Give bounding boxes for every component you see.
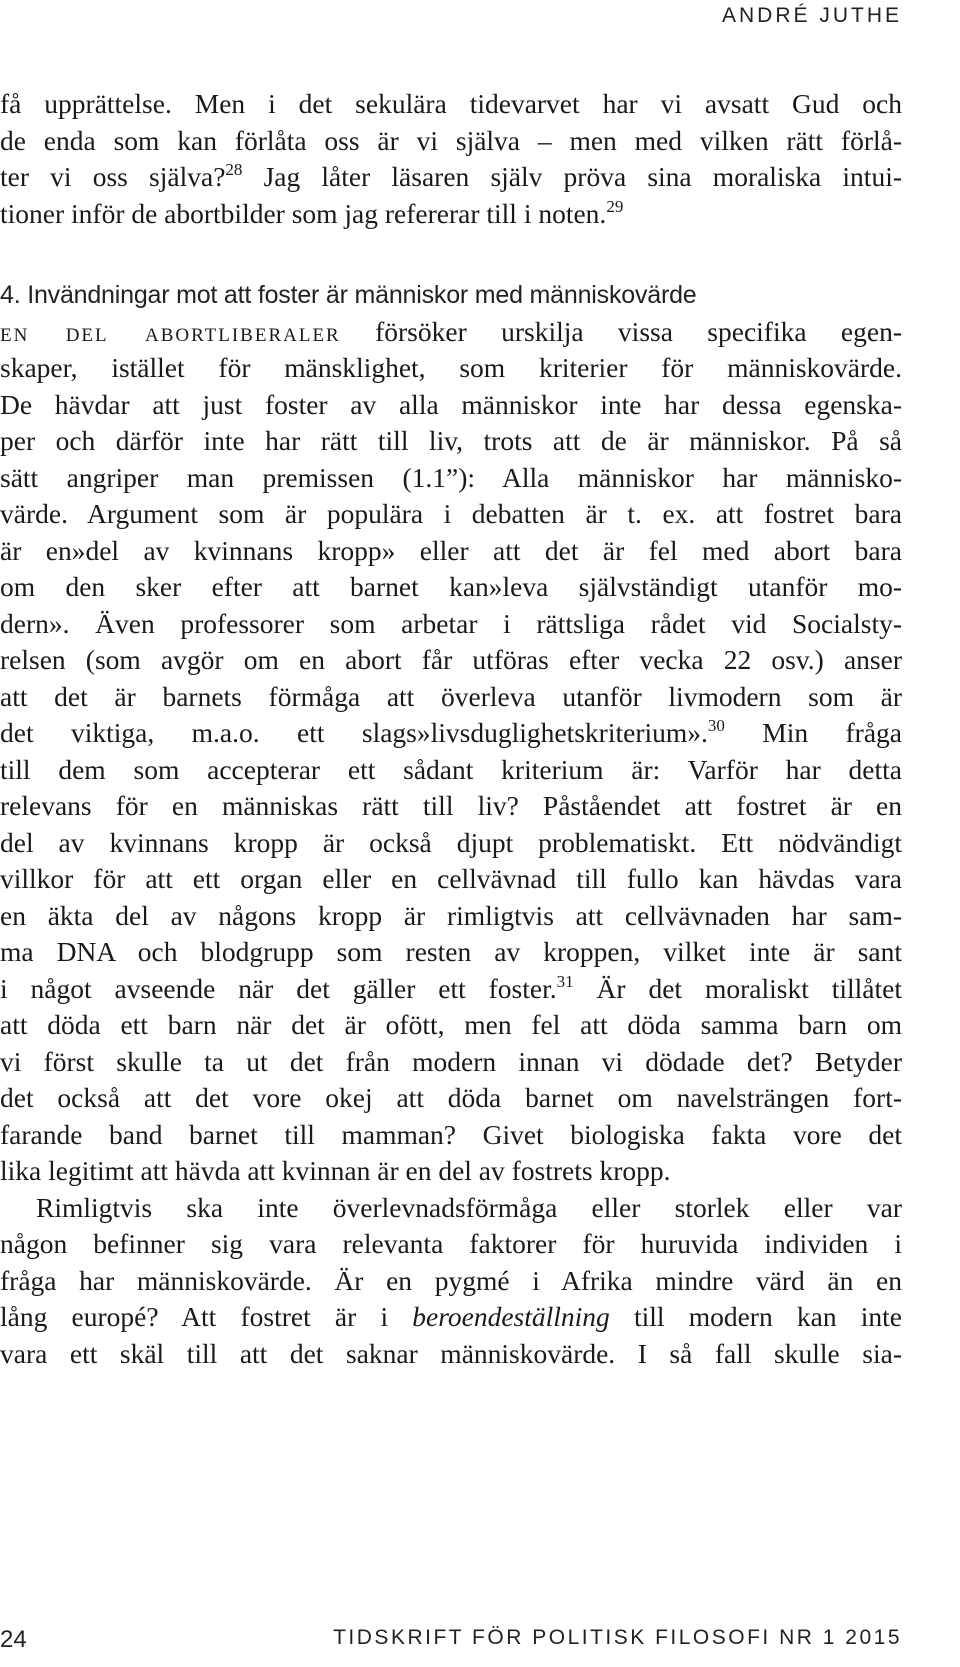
text-line: att det är barnets förmåga att överleva utanför livmodern som är: [0, 680, 902, 712]
text-fragment: Min fråga: [724, 717, 902, 748]
text-line: vi först skulle ta ut det från modern innan vi dödade det? Betyder: [0, 1045, 902, 1077]
text-fragment: ter vi oss själva?: [0, 161, 226, 192]
text-fragment: lång europé? Att fostret är i: [0, 1301, 413, 1332]
text-line: de enda som kan förlåta oss är vi själva – men med vilken rätt förlå-: [0, 124, 902, 156]
text-line: sätt angriper man premissen (1.1”): Alla människor har människo-: [0, 461, 902, 493]
text-line: [0, 314, 902, 351]
footnote-ref-31[interactable]: 31: [556, 971, 574, 991]
section-heading: 4. Invändningar mot att foster är människor med människovärde: [0, 281, 697, 309]
text-line: villkor för att ett organ eller en cellvävnad till fullo kan hävdas vara: [0, 863, 902, 894]
section-4: [0, 277, 902, 1190]
text-line: relsen (som avgör om en abort får utföras efter vecka 22 osv.) anser: [0, 644, 902, 675]
text-line: fråga har människovärde. Är en pygmé i Afrika mindre värd än en: [0, 1264, 902, 1296]
text-fragment: Jag låter läsaren själv pröva sina moraliska intui-: [242, 161, 902, 192]
journal-title: TIDSKRIFT FÖR POLITISK FILOSOFI NR 1 2015: [333, 1626, 902, 1649]
footnote-ref-29[interactable]: 29: [606, 196, 624, 216]
text-line: ma DNA och blodgrupp som resten av kroppen, vilket inte är sant: [0, 936, 902, 967]
paragraph-intro: [0, 86, 902, 232]
page-number: 24: [0, 1626, 27, 1653]
text-line: per och därför inte har rätt till liv, trots att de är människor. På så: [0, 425, 902, 456]
text-line: farande band barnet till mamman? Givet biologiska fakta vore det: [0, 1118, 902, 1150]
paragraph-3: [0, 1190, 902, 1373]
running-head-author: ANDRÉ JUTHE: [721, 4, 902, 27]
italic-term: beroendeställning: [412, 1301, 610, 1332]
section-spacer: [0, 232, 902, 277]
text-line: lika legitimt att hävda att kvinnan är en del av fostrets kropp.: [0, 1155, 671, 1186]
text-fragment: tioner inför de abortbilder som jag refererar till i noten.: [0, 197, 607, 229]
text-line: Rimligtvis ska inte överlevnadsförmåga eller storlek eller var: [36, 1191, 902, 1223]
page-body: [0, 86, 902, 1372]
text-line: [0, 715, 902, 752]
text-line: få upprättelse. Men i det sekulära tidevarvet har vi avsatt Gud och: [0, 88, 902, 119]
text-fragment: försöker urskilja vissa specifika egen-: [340, 315, 902, 347]
text-fragment: till modern kan inte: [609, 1301, 902, 1332]
text-line: värde. Argument som är populära i debatten är t. ex. att fostret bara: [0, 498, 902, 529]
text-line: [0, 971, 902, 1008]
text-line: dern». Även professorer som arbetar i rättsliga rådet vid Socialsty-: [0, 607, 902, 639]
footnote-ref-30[interactable]: 30: [707, 716, 725, 735]
text-line: till dem som accepterar ett sådant kriterium är: Varför har detta: [0, 753, 902, 785]
text-line: del av kvinnans kropp är också djupt problematiskt. Ett nödvändigt: [0, 826, 902, 858]
text-line: det också att det vore okej att döda barnet om navelsträngen fort-: [0, 1082, 902, 1113]
text-line: [0, 159, 902, 196]
text-line: att döda ett barn när det är ofött, men fel att döda samma barn om: [0, 1009, 902, 1040]
text-line: skaper, istället för mänsklighet, som kriterier för människovärde.: [0, 352, 902, 383]
text-line: [0, 196, 902, 233]
text-fragment: det viktiga, m.a.o. ett slags»livsduglighetskriterium».: [0, 717, 708, 748]
text-line: någon befinner sig vara relevanta faktorer för huruvida individen i: [0, 1228, 902, 1259]
text-line: om den sker efter att barnet kan»leva självständigt utanför mo-: [0, 571, 902, 602]
footnote-ref-28[interactable]: 28: [225, 160, 243, 179]
text-line: vara ett skäl till att det saknar människovärde. I så fall skulle sia-: [0, 1337, 902, 1369]
text-line: är en»del av kvinnans kropp» eller att det är fel med abort bara: [0, 534, 902, 566]
text-line: relevans för en människas rätt till liv? Påståendet att fostret är en: [0, 790, 902, 821]
text-fragment: Är det moraliskt tillåtet: [573, 972, 902, 1004]
text-line: [0, 1299, 902, 1336]
text-fragment: i något avseende när det gäller ett foster.: [0, 972, 557, 1004]
text-line: en äkta del av någons kropp är rimligtvis att cellvävnaden har sam-: [0, 899, 902, 931]
text-line: De hävdar att just foster av alla människor inte har dessa egenska-: [0, 388, 902, 420]
lead-in-smallcaps: en del abortliberaler: [0, 315, 341, 347]
